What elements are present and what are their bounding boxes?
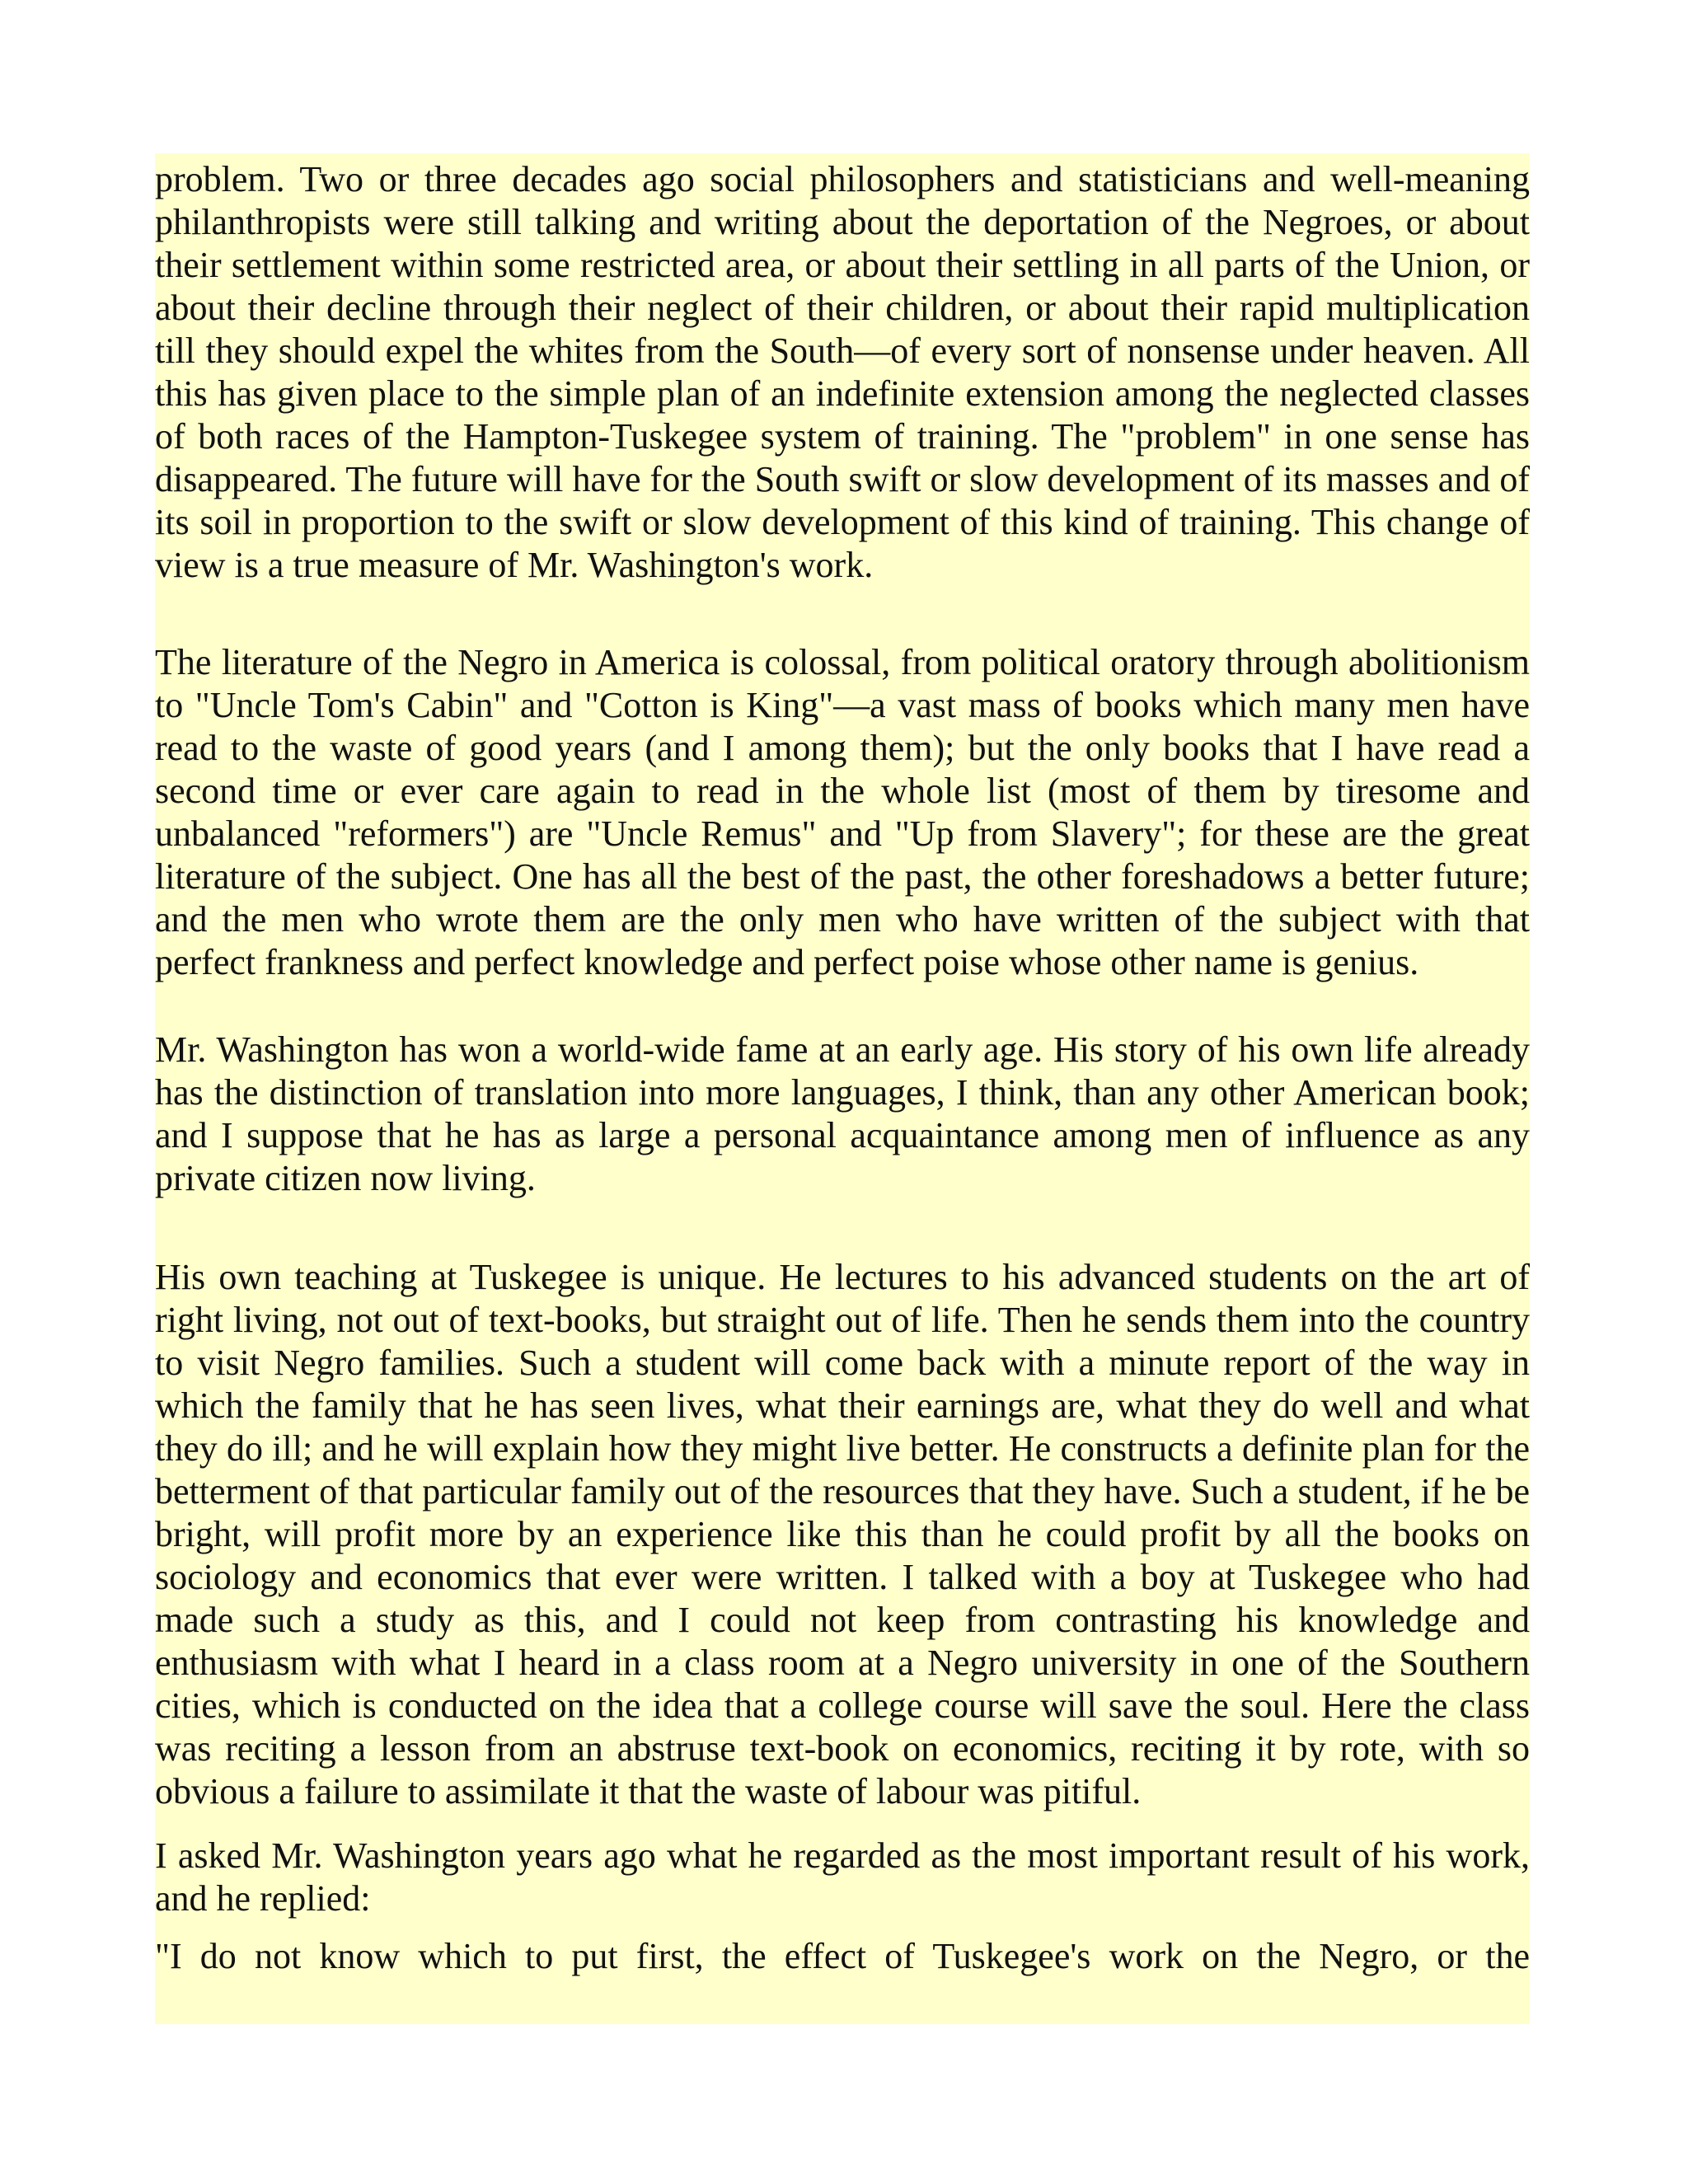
paragraph-2: The literature of the Negro in America is colossal, from political oratory through abolitionism to "Uncle Tom's Cabin" and "Cotton is King"—a vast mass of books which many men have read to the waste of good years (and I among them); but the only books that I have read a second time or ever care again to read in the whole list (most of them by tiresome and unbalanced "reformers") are "Uncle Remus" and "Up from Slavery"; for these are the great literature of the subject. One has all the best of the past, the other foreshadows a better future; and the men who wrote them are the only men who have written of the subject with that perfect frankness and perfect knowledge and perfect poise whose other name is genius.: [155, 642, 1530, 982]
paragraph-5: I asked Mr. Washington years ago what he regarded as the most important result of his work, and he replied:: [155, 1835, 1530, 1919]
paragraph-6: "I do not know which to put first, the effect of Tuskegee's work on the Negro, or the: [155, 1936, 1530, 1976]
paragraph-4: His own teaching at Tuskegee is unique. He lectures to his advanced students on the art of right living, not out of text-books, but straight out of life. Then he sends them into the country to visit Negro families. Such a student will come back with a minute report of the way in which the family that he has seen lives, what their earnings are, what they do well and what they do ill; and he will explain how they might live better. He constructs a definite plan for the betterment of that particular family out of the resources that they have. Such a student, if he be bright, will profit more by an experience like this than he could profit by all the books on sociology and economics that ever were written. I talked with a boy at Tuskegee who had made such a study as this, and I could not keep from contrasting his knowledge and enthusiasm with what I heard in a class room at a Negro university in one of the Southern cities, which is conducted on the idea that a college course will save the soul. Here the class was reciting a lesson from an abstruse text-book on economics, reciting it by rote, with so obvious a failure to assimilate it that the waste of labour was pitiful.: [155, 1257, 1530, 1811]
document-page: [155, 153, 1530, 2024]
paragraph-1: problem. Two or three decades ago social philosophers and statisticians and well-meaning philanthropists were still talking and writing about the deportation of the Negroes, or about their settlement within some restricted area, or about their settling in all parts of the Union, or about their decline through their neglect of their children, or about their rapid multiplication till they should expel the whites from the South—of every sort of nonsense under heaven. All this has given place to the simple plan of an indefinite extension among the neglected classes of both races of the Hampton-Tuskegee system of training. The "problem" in one sense has disappeared. The future will have for the South swift or slow development of its masses and of its soil in proportion to the swift or slow development of this kind of training. This change of view is a true measure of Mr. Washington's work.: [155, 159, 1530, 585]
paragraph-3: Mr. Washington has won a world-wide fame at an early age. His story of his own life already has the distinction of translation into more languages, I think, than any other American book; and I suppose that he has as large a personal acquaintance among men of influence as any private citizen now living.: [155, 1029, 1530, 1198]
